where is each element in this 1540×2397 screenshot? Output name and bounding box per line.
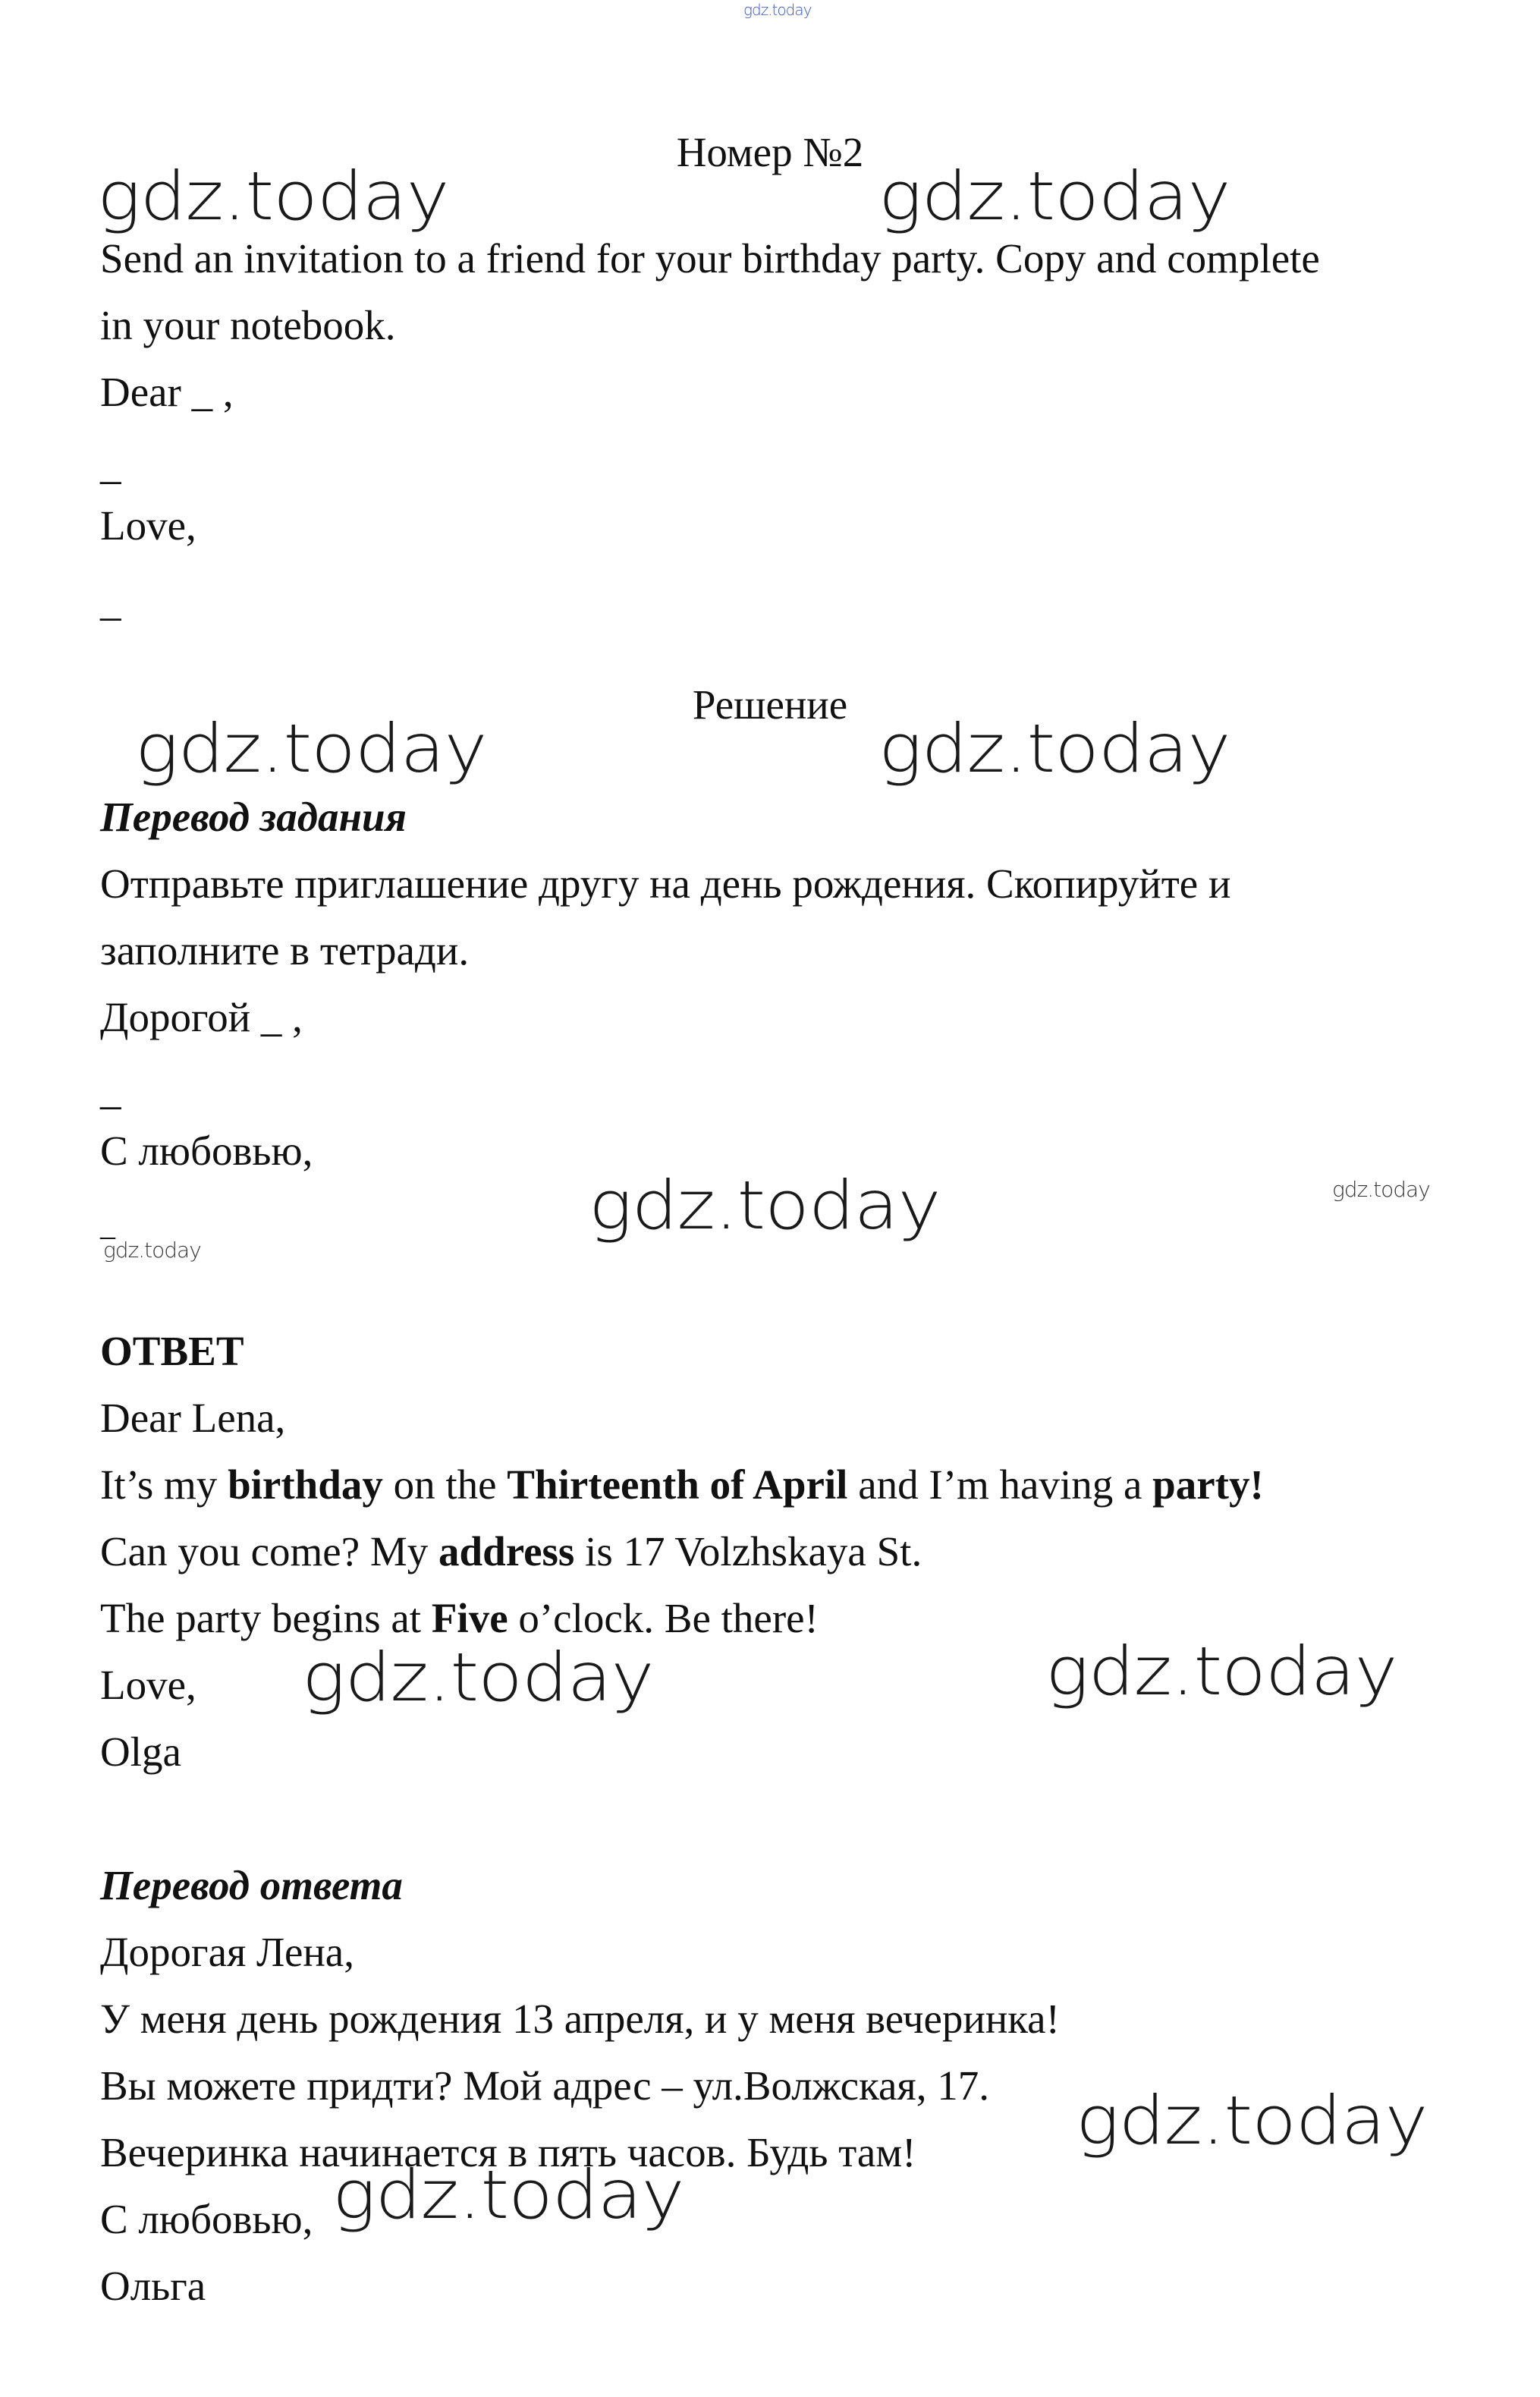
answer-greeting: Dear Lena, <box>100 1395 286 1441</box>
answer-translation-heading: Перевод ответа <box>100 1862 403 1908</box>
answer-line-3 <box>100 1527 922 1577</box>
watermark: gdz.today <box>332 2156 684 2235</box>
answer-text: on the <box>382 1461 508 1508</box>
answer-bold: Thirteenth of April <box>507 1461 848 1508</box>
task-line-1: Send an invitation to a friend for your birthday party. Copy and complete <box>100 235 1320 282</box>
watermark-small: gdz.today <box>1332 1177 1430 1202</box>
answer-heading: ОТВЕТ <box>100 1328 244 1374</box>
answer-translation-line-4: Вечеринка начинается в пять часов. Будь там! <box>100 2129 916 2175</box>
task-line-4: _ <box>100 442 121 488</box>
watermark: gdz.today <box>1076 2081 1428 2160</box>
task-line-3: Dear _ , <box>100 369 234 415</box>
watermark-small: gdz.today <box>103 1238 201 1263</box>
answer-signature: Olga <box>100 1729 181 1775</box>
solution-line-6: _ <box>100 1208 115 1242</box>
answer-text: o’clock. Be there! <box>508 1595 819 1641</box>
task-line-6: _ <box>100 578 121 624</box>
answer-translation-line-5: С любовью, <box>100 2196 313 2242</box>
answer-text: Can you come? My <box>100 1528 439 1574</box>
task-line-2: in your notebook. <box>100 302 396 348</box>
solution-line-4: _ <box>100 1067 121 1113</box>
answer-bold: party! <box>1152 1461 1264 1508</box>
watermark: gdz.today <box>878 157 1230 236</box>
header-watermark: gdz.today <box>743 1 812 19</box>
watermark: gdz.today <box>135 709 487 788</box>
answer-text: The party begins at <box>100 1595 432 1641</box>
answer-line-2 <box>100 1460 1264 1510</box>
translation-heading: Перевод задания <box>100 794 407 840</box>
solution-title: Решение <box>692 681 848 728</box>
answer-translation-line-1: Дорогая Лена, <box>100 1929 354 1975</box>
watermark: gdz.today <box>1045 1632 1397 1711</box>
answer-line-4 <box>100 1593 819 1644</box>
task-line-5: Love, <box>100 502 196 549</box>
answer-translation-line-6: Ольга <box>100 2263 206 2309</box>
answer-closing: Love, <box>100 1662 196 1708</box>
task-title: Номер №2 <box>676 129 864 175</box>
solution-line-3: Дорогой _ , <box>100 994 303 1040</box>
answer-text: is 17 Volzhskaya St. <box>574 1528 922 1574</box>
solution-line-5: С любовью, <box>100 1128 313 1174</box>
solution-line-2: заполните в тетради. <box>100 927 470 974</box>
solution-line-1: Отправьте приглашение другу на день рождения. Скопируйте и <box>100 860 1231 907</box>
answer-translation-line-3: Вы можете придти? Мой адрес – ул.Волжская, 17. <box>100 2062 989 2109</box>
watermark: gdz.today <box>589 1166 941 1245</box>
answer-bold: address <box>438 1528 575 1574</box>
answer-translation-line-2: У меня день рождения 13 апреля, и у меня вечеринка! <box>100 1996 1060 2042</box>
watermark: gdz.today <box>97 157 449 236</box>
answer-text: and I’m having a <box>847 1461 1153 1508</box>
watermark: gdz.today <box>302 1638 654 1717</box>
answer-bold: Five <box>431 1595 508 1641</box>
answer-bold: birthday <box>228 1461 383 1508</box>
watermark: gdz.today <box>878 709 1230 788</box>
answer-text: It’s my <box>100 1461 228 1508</box>
